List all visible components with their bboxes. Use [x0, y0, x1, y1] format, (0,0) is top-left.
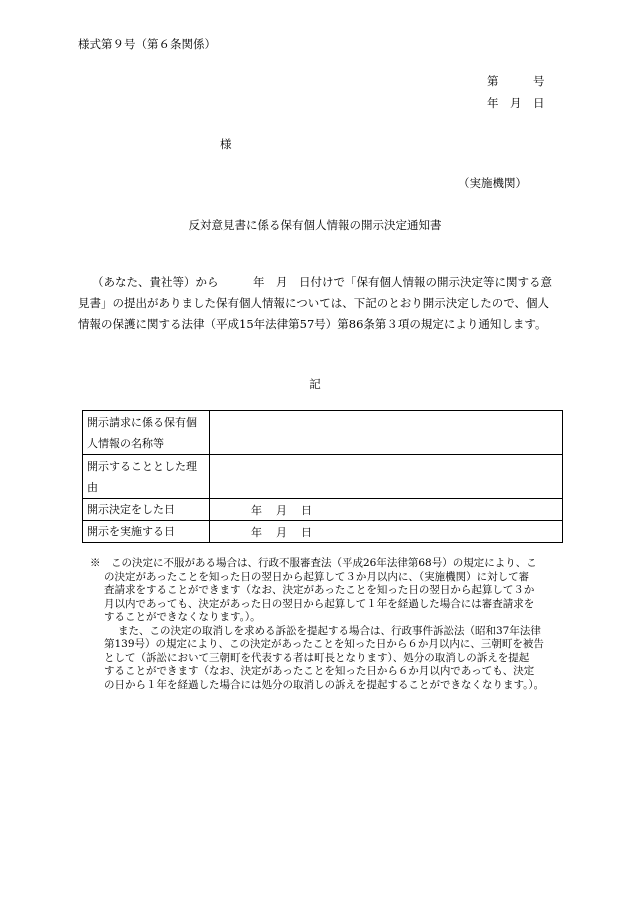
- date-day: 日: [301, 503, 312, 517]
- row-date-value: [210, 521, 563, 543]
- note-line: 第139号）の規定により、この決定があったことを知った日から６か月以内に、三朝町を被告: [104, 638, 544, 650]
- row-value: [210, 411, 563, 455]
- notes: [90, 557, 570, 692]
- table-row: [83, 521, 563, 543]
- document-number: 第 号: [487, 74, 545, 88]
- note-line: また、この決定の取消しを求める訴訟を提起する場合は、行政事件訴訟法（昭和37年法律: [118, 624, 541, 637]
- info-table: [82, 410, 563, 543]
- note-line: することができなくなります。）。: [104, 611, 261, 623]
- date-month: 月: [276, 503, 287, 517]
- ki-heading: 記: [309, 377, 321, 391]
- addressee: 様: [220, 137, 232, 151]
- row-label: [83, 411, 210, 455]
- row-label-line: 開示することとした理: [87, 459, 197, 473]
- body-line: 見書」の提出がありました保有個人情報については、下記のとおり開示決定したので、個人: [78, 296, 550, 310]
- note-line: ※ この決定に不服がある場合は、行政不服審査法（平成26年法律第68号）の規定により、こ: [90, 557, 537, 569]
- row-label-line: 開示決定をした日: [87, 503, 175, 516]
- row-label: [83, 521, 210, 543]
- note-line: 月以内であっても、決定があった日の翌日から起算して１年を経過した場合には審査請求を: [104, 597, 535, 610]
- row-label-line: 開示を実施する日: [87, 525, 175, 538]
- row-label-line: 人情報の名称等: [87, 436, 164, 450]
- row-label-line: 由: [87, 480, 98, 494]
- note-line: することができます（なお、決定があったことを知った日から６か月以内であっても、決定: [104, 665, 535, 677]
- document-title: 反対意見書に係る保有個人情報の開示決定通知書: [188, 218, 442, 232]
- note-line: の決定があったことを知った日の翌日から起算して３か月以内に、（実施機関）に対して審: [104, 570, 530, 583]
- row-label-line: 開示請求に係る保有個: [87, 415, 197, 429]
- table-row: [83, 499, 563, 521]
- date-day: 日: [301, 525, 312, 539]
- body-line: 情報の保護に関する法律（平成15年法律第57号）第86条第３項の規定により通知します。: [78, 317, 547, 331]
- issuing-agency: （実施機関）: [458, 176, 527, 190]
- form-number: 様式第９号（第６条関係）: [78, 37, 216, 51]
- table-row: [83, 455, 563, 499]
- row-value: [210, 455, 563, 499]
- note-line: 査請求をすることができます（なお、決定があったことを知った日の翌日から起算して３か: [104, 584, 535, 596]
- body-paragraph: [78, 272, 564, 335]
- date-year: 年: [251, 525, 262, 539]
- note-line: の日から１年を経過した場合には処分の取消しの訴えを提起することができなくなります。）。: [104, 678, 545, 691]
- document-date: 年 月 日: [487, 96, 545, 110]
- body-line: （あなた、貴社等）から 年 月 日付けで「保有個人情報の開示決定等に関する意: [92, 275, 552, 289]
- date-year: 年: [251, 503, 262, 517]
- row-label: [83, 499, 210, 521]
- note-line: として（訴訟において三朝町を代表する者は町長となります）、処分の取消しの訴えを提起: [104, 651, 530, 664]
- row-date-value: [210, 499, 563, 521]
- date-month: 月: [276, 525, 287, 539]
- row-label: [83, 455, 210, 499]
- table-row: [83, 411, 563, 455]
